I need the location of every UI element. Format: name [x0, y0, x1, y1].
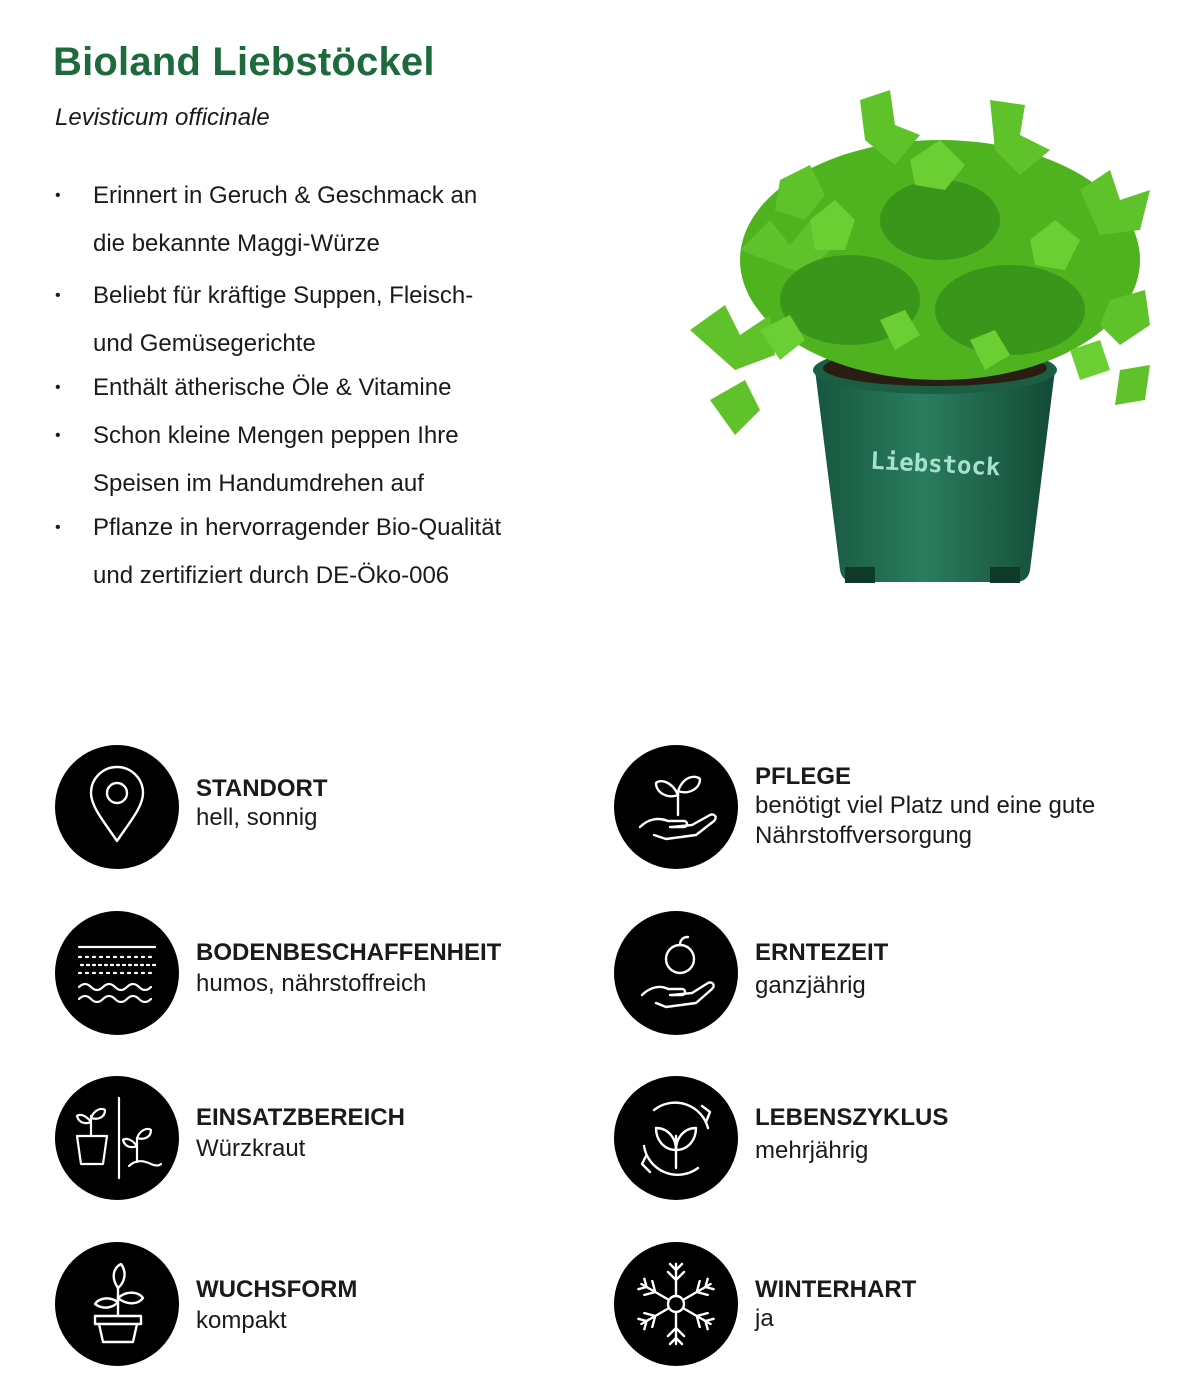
bullet-item: [55, 172, 575, 268]
bullet-text: Beliebt für kräftige Suppen, Fleisch-: [93, 282, 474, 309]
location-pin-icon: [55, 745, 179, 869]
bullet-dot-icon: •: [55, 379, 61, 396]
feature-icon-circle: [614, 1076, 738, 1200]
feature-value: benötigt viel Platz und eine gute Nährstoffversorgung: [755, 792, 1096, 849]
feature-label: ERNTEZEIT: [755, 939, 889, 966]
feature-icon-circle: [55, 1242, 179, 1366]
fruit-in-hand-icon: [614, 911, 738, 1035]
bullet-dot-icon: •: [55, 427, 61, 444]
feature-label: LEBENSZYKLUS: [755, 1104, 949, 1131]
bullet-text-line-2: und Gemüsegerichte: [93, 330, 316, 357]
bullet-text-line-2: die bekannte Maggi-Würze: [93, 230, 380, 257]
feature-value: Würzkraut: [196, 1135, 306, 1162]
feature-icon-circle: [614, 1242, 738, 1366]
potted-lovage-illustration: [650, 70, 1170, 600]
feature-icon-circle: [614, 745, 738, 869]
bullet-dot-icon: •: [55, 187, 61, 204]
plant-in-hand-icon: [614, 745, 738, 869]
feature-value: ganzjährig: [755, 972, 866, 999]
pot-label: Liebstock: [869, 446, 1002, 482]
feature-label: WINTERHART: [755, 1276, 917, 1303]
feature-icon-circle: [55, 1076, 179, 1200]
feature-icon-circle: [55, 745, 179, 869]
botanical-name: Levisticum officinale: [55, 104, 270, 131]
potted-plant-icon: [55, 1242, 179, 1366]
soil-layers-icon: [55, 911, 179, 1035]
bullet-item: [55, 504, 575, 600]
product-image: [650, 70, 1170, 600]
bullet-text: Erinnert in Geruch & Geschmack an: [93, 182, 478, 209]
snowflake-icon: [614, 1242, 738, 1366]
feature-icon-circle: [55, 911, 179, 1035]
feature-label: EINSATZBEREICH: [196, 1104, 405, 1131]
feature-value: mehrjährig: [755, 1137, 869, 1164]
pot-and-ground-plant-icon: [55, 1076, 179, 1200]
bullet-dot-icon: •: [55, 287, 61, 304]
feature-value: hell, sonnig: [196, 804, 318, 831]
feature-label: BODENBESCHAFFENHEIT: [196, 939, 502, 966]
bullet-text: Schon kleine Mengen peppen Ihre: [93, 422, 459, 449]
feature-label: WUCHSFORM: [196, 1276, 358, 1303]
feature-value: ja: [755, 1305, 774, 1332]
bullet-item: [55, 412, 575, 508]
bullet-item: [55, 364, 575, 412]
feature-label: STANDORT: [196, 775, 328, 802]
bullet-item: [55, 272, 575, 368]
feature-icon-circle: [614, 911, 738, 1035]
bullet-text-line-2: und zertifiziert durch DE-Öko-006: [93, 562, 450, 589]
bullet-dot-icon: •: [55, 519, 61, 536]
bullet-text-line-2: Speisen im Handumdrehen auf: [93, 470, 424, 497]
bullet-text: Enthält ätherische Öle & Vitamine: [93, 374, 452, 401]
bullet-text: Pflanze in hervorragender Bio-Qualität: [93, 514, 502, 541]
feature-value: kompakt: [196, 1307, 287, 1334]
feature-label: PFLEGE: [755, 763, 852, 790]
page-title: Bioland Liebstöckel: [53, 40, 435, 84]
feature-bullet-list: [55, 172, 575, 600]
feature-value: humos, nährstoffreich: [196, 970, 427, 997]
leaf-cycle-icon: [614, 1076, 738, 1200]
